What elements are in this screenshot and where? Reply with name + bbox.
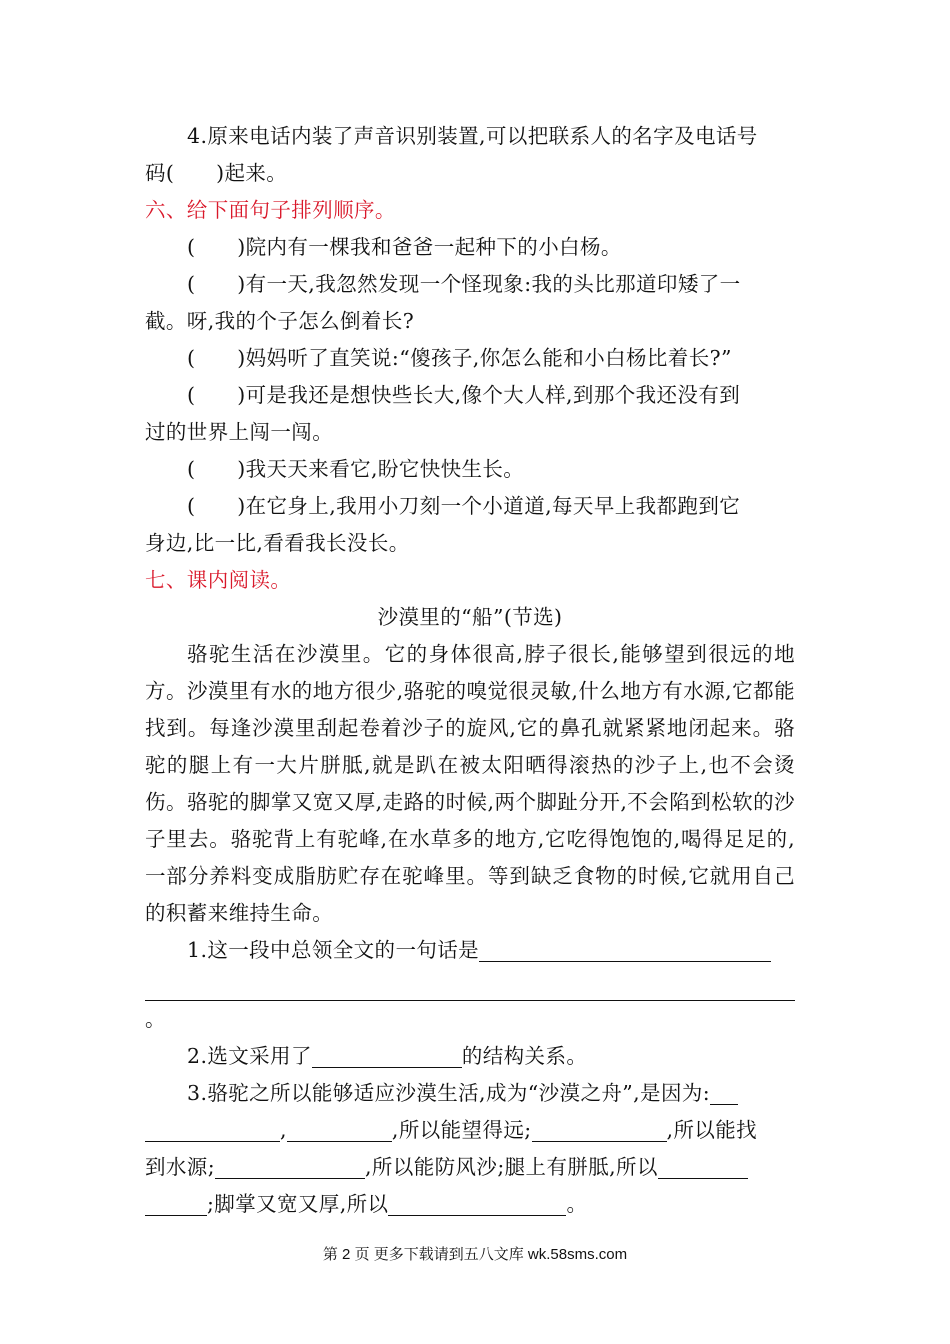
order-sentence-6-line-2: 身边,比一比,看看我长没长。 bbox=[145, 531, 410, 555]
question-4-line-1: 4.原来电话内装了声音识别装置,可以把联系人的名字及电话号 bbox=[187, 124, 758, 148]
order-sentence-5: ( )我天天来看它,盼它快快生长。 bbox=[187, 457, 525, 481]
section-7-heading: 七、课内阅读。 bbox=[145, 568, 292, 592]
answer-blank-3f[interactable] bbox=[658, 1157, 748, 1180]
order-sentence-4-line-1: ( )可是我还是想快些长大,像个大人样,到那个我还没有到 bbox=[187, 383, 741, 407]
reading-question-3-line-1: 3.骆驼之所以能够适应沙漠生活,成为“沙漠之舟”,是因为: bbox=[145, 1075, 795, 1112]
order-sentence-1: ( )院内有一棵我和爸爸一起种下的小白杨。 bbox=[187, 235, 622, 259]
order-sentence-2-line-1: ( )有一天,我忽然发现一个怪现象:我的头比那道印矮了一 bbox=[187, 272, 741, 296]
order-sentence-2-line-2: 截。呀,我的个子怎么倒着长? bbox=[145, 309, 415, 333]
answer-blank-3b[interactable] bbox=[145, 1120, 280, 1143]
reading-question-3-line-2: , ,所以能望得远; ,所以能找 bbox=[145, 1112, 795, 1149]
order-sentence-6-line-1: ( )在它身上,我用小刀刻一个小道道,每天早上我都跑到它 bbox=[187, 494, 741, 518]
worksheet-page bbox=[145, 118, 795, 1223]
reading-question-2: 2.选文采用了 的结构关系。 bbox=[187, 1044, 588, 1068]
reading-passage: 骆驼生活在沙漠里。它的身体很高,脖子很长,能够望到很远的地方。沙漠里有水的地方很少,骆驼的嗅觉很灵敏,什么地方有水源,它都能找到。每逢沙漠里刮起卷着沙子的旋风,它的鼻孔就紧紧地闭起来。骆驼的腿上有一大片胼胝,就是趴在被太阳晒得滚热的沙子上,也不会烫伤。骆驼的脚掌又宽又厚,走路的时候,两个脚趾分开,不会陷到松软的沙子里去。骆驼背上有驼峰,在水草多的地方,它吃得饱饱的,喝得足足的,一部分养料变成脂肪贮存在驼峰里。等到缺乏食物的时候,它就用自己的积蓄来维持生命。 bbox=[145, 642, 795, 925]
page-footer: 第 2 页 更多下载请到五八文库 wk.58sms.com bbox=[322, 1246, 628, 1263]
order-sentence-3: ( )妈妈听了直笑说:“傻孩子,你怎么能和小白杨比着长?” bbox=[187, 346, 732, 370]
answer-blank-2[interactable] bbox=[312, 1046, 462, 1069]
section-6-heading: 六、给下面句子排列顺序。 bbox=[145, 198, 396, 222]
answer-blank-3e[interactable] bbox=[215, 1157, 365, 1180]
answer-blank-3c[interactable] bbox=[287, 1120, 392, 1143]
reading-question-3-line-3: 到水源; ,所以能防风沙;腿上有胼胝,所以 bbox=[145, 1149, 795, 1186]
order-sentence-4-line-2: 过的世界上闯一闯。 bbox=[145, 420, 334, 444]
reading-question-3-line-4: ;脚掌又宽又厚,所以 。 bbox=[145, 1186, 795, 1223]
answer-blank-3h[interactable] bbox=[388, 1194, 566, 1217]
answer-blank-3a[interactable] bbox=[710, 1083, 738, 1106]
answer-blank-3d[interactable] bbox=[532, 1120, 667, 1143]
reading-question-1-end: 。 bbox=[145, 1007, 166, 1031]
question-4-line-2: 码( )起来。 bbox=[145, 161, 288, 185]
passage-title: 沙漠里的“船”(节选) bbox=[377, 605, 563, 629]
answer-blank-3g[interactable] bbox=[145, 1194, 207, 1217]
answer-blank-1a[interactable] bbox=[479, 940, 771, 963]
reading-question-1: 1.这一段中总领全文的一句话是 bbox=[145, 932, 795, 969]
